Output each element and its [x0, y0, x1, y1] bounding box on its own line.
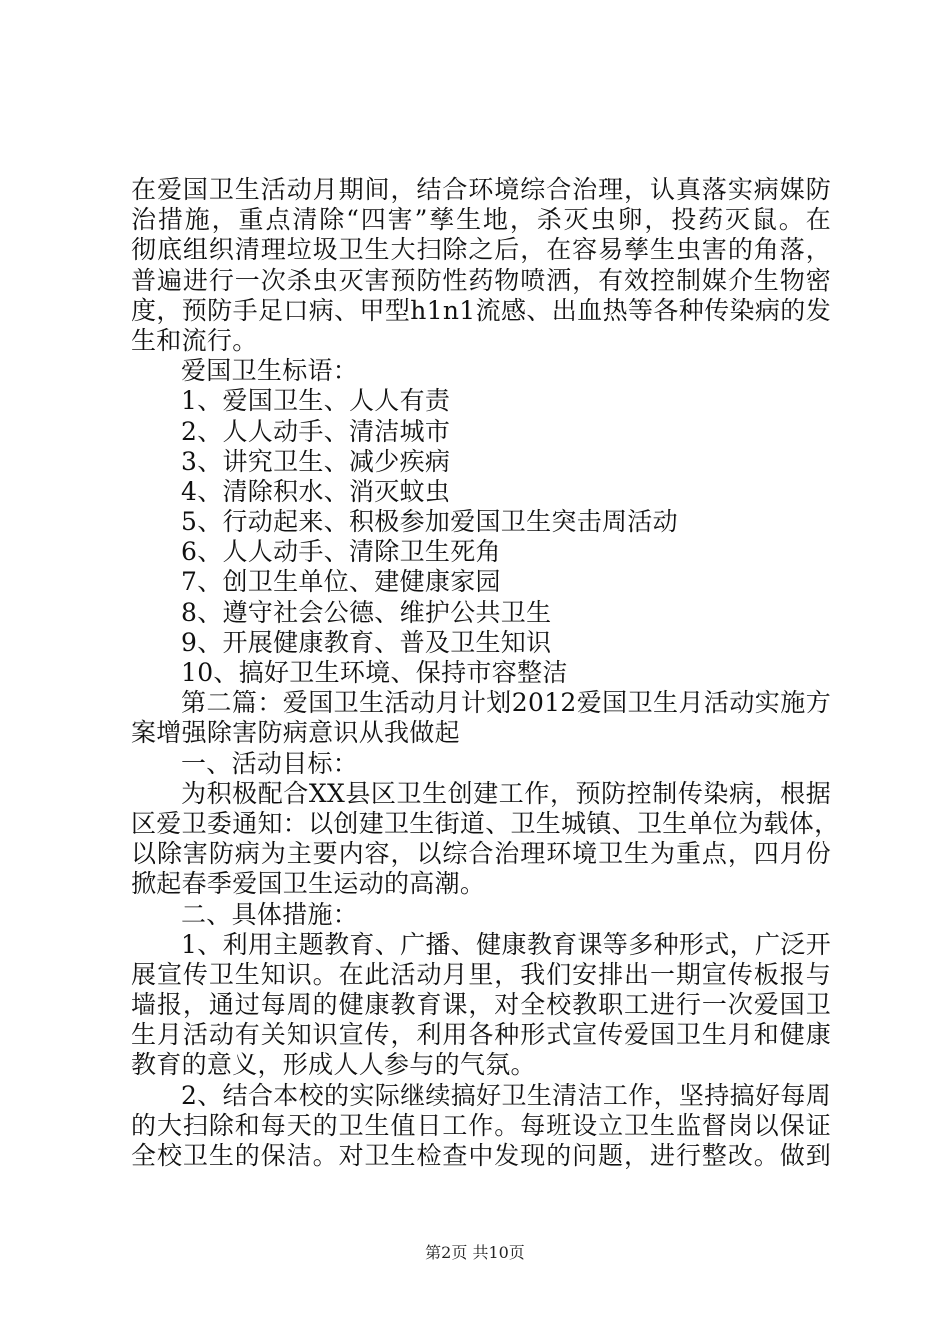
text-line: 9、开展健康教育、普及卫生知识: [181, 627, 552, 657]
text-line: 区爱卫委通知：以创建卫生街道、卫生城镇、卫生单位为载体，: [131, 808, 840, 838]
text-line: 爱国卫生标语：: [181, 356, 359, 386]
text-line: 4、清除积水、消灭蚊虫: [181, 476, 451, 506]
page-footer: [0, 1243, 950, 1263]
text-line: 彻底组织清理垃圾卫生大扫除之后，在容易孳生虫害的角落，: [131, 235, 831, 265]
text-line: 以除害防病为主要内容，以综合治理环境卫生为重点，四月份: [131, 839, 831, 869]
document-body: [131, 175, 840, 1171]
text-line: 10、搞好卫生环境、保持市容整洁: [181, 658, 568, 687]
text-line: 1、利用主题教育、广播、健康教育课等多种形式，广泛开: [181, 929, 831, 959]
text-line: 治措施，重点清除“四害”孳生地，杀灭虫卵，投药灭鼠。在: [131, 205, 831, 235]
text-line: 全校卫生的保洁。对卫生检查中发现的问题，进行整改。做到: [131, 1141, 831, 1170]
text-line: 8、遵守社会公德、维护公共卫生: [181, 597, 552, 627]
text-line: 7、创卫生单位、建健康家园: [181, 567, 501, 597]
text-line: 1、爱国卫生、人人有责: [181, 386, 451, 416]
text-line: 2、人人动手、清洁城市: [181, 416, 451, 446]
text-line: 生月活动有关知识宣传，利用各种形式宣传爱国卫生月和健康: [131, 1020, 831, 1050]
text-line: 5、行动起来、积极参加爱国卫生突击周活动: [181, 507, 678, 537]
text-line: 展宣传卫生知识。在此活动月里，我们安排出一期宣传板报与: [131, 959, 831, 989]
text-line: 的大扫除和每天的卫生值日工作。每班设立卫生监督岗以保证: [131, 1110, 831, 1140]
text-line: 第二篇：爱国卫生活动月计划2012爱国卫生月活动实施方: [181, 688, 831, 718]
text-line: 在爱国卫生活动月期间，结合环境综合治理，认真落实病媒防: [131, 175, 831, 204]
text-line: 教育的意义，形成人人参与的气氛。: [131, 1050, 536, 1080]
page-number-label: 第2页 共10页: [425, 1243, 525, 1262]
text-line: 掀起春季爱国卫生运动的高潮。: [131, 869, 486, 899]
text-line: 案增强除害防病意识从我做起: [131, 718, 460, 748]
text-line: 墙报，通过每周的健康教育课，对全校教职工进行一次爱国卫: [131, 990, 831, 1020]
text-line: 普遍进行一次杀虫灭害预防性药物喷洒，有效控制媒介生物密: [131, 265, 831, 295]
text-line: 3、讲究卫生、减少疾病: [181, 446, 451, 476]
text-line: 生和流行。: [131, 325, 258, 355]
text-line: 6、人人动手、清除卫生死角: [181, 537, 501, 567]
text-line: 一、活动目标：: [181, 748, 359, 778]
text-line: 2、结合本校的实际继续搞好卫生清洁工作，坚持搞好每周: [181, 1080, 831, 1110]
text-line: 二、具体措施：: [181, 899, 359, 929]
text-line: 度，预防手足口病、甲型h1n1流感、出血热等各种传染病的发: [131, 295, 831, 325]
text-line: 为积极配合XX县区卫生创建工作，预防控制传染病，根据: [181, 778, 831, 808]
